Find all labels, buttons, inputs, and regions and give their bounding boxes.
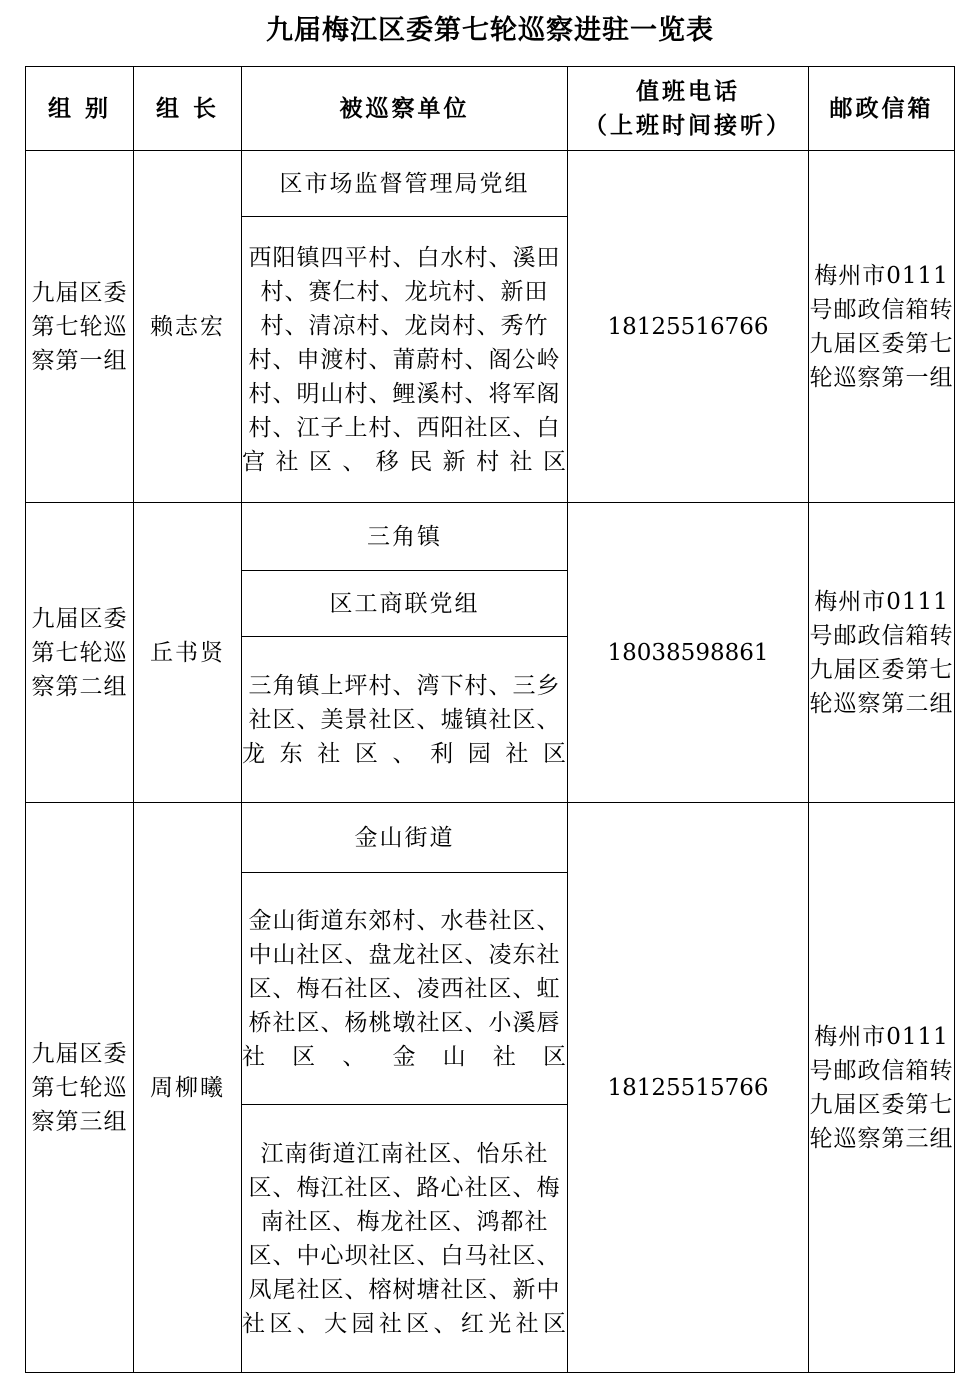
header-group: 组 别 [26,67,134,151]
duty-phone: 18038598861 [568,503,809,803]
header-mailbox: 邮政信箱 [809,67,955,151]
header-leader: 组 长 [134,67,242,151]
table-row [26,803,955,873]
group-leader: 丘书贤 [134,503,242,803]
group-name: 九届区委第七轮巡察第一组 [26,151,134,503]
mailbox: 梅州市0111号邮政信箱转九届区委第七轮巡察第三组 [809,803,955,1373]
group-leader: 周柳曦 [134,803,242,1373]
unit-cell: 江南街道江南社区、怡乐社区、梅江社区、路心社区、梅南社区、梅龙社区、鸿都社区、中心坝社区、白马社区、凤尾社区、榕树塘社区、新中社区、大园社区、红光社区 [242,1105,568,1373]
header-units: 被巡察单位 [242,67,568,151]
header-row [26,67,955,151]
header-phone [568,67,809,151]
duty-phone: 18125515766 [568,803,809,1373]
patrol-table [25,66,955,1373]
unit-cell: 三角镇上坪村、湾下村、三乡社区、美景社区、墟镇社区、龙东社区、利园社区 [242,637,568,803]
mailbox: 梅州市0111号邮政信箱转九届区委第七轮巡察第一组 [809,151,955,503]
unit-cell: 金山街道 [242,803,568,873]
group-name: 九届区委第七轮巡察第二组 [26,503,134,803]
duty-phone: 18125516766 [568,151,809,503]
group-leader: 赖志宏 [134,151,242,503]
mailbox: 梅州市0111号邮政信箱转九届区委第七轮巡察第二组 [809,503,955,803]
unit-cell: 西阳镇四平村、白水村、溪田村、赛仁村、龙坑村、新田村、清凉村、龙岗村、秀竹村、申渡村、莆蔚村、阁公岭村、明山村、鲤溪村、将军阁村、江子上村、西阳社区、白宫社区、移民新村社区 [242,217,568,503]
group-name: 九届区委第七轮巡察第三组 [26,803,134,1373]
unit-cell: 区市场监督管理局党组 [242,151,568,217]
table-row [26,151,955,217]
header-phone-line1: 值班电话 [636,78,740,105]
header-phone-line2: （上班时间接听） [584,112,792,139]
unit-cell: 区工商联党组 [242,571,568,637]
table-row [26,503,955,571]
page-title: 九届梅江区委第七轮巡察进驻一览表 [266,15,714,46]
unit-cell: 三角镇 [242,503,568,571]
unit-cell: 金山街道东郊村、水巷社区、中山社区、盘龙社区、凌东社区、梅石社区、凌西社区、虹桥社区、杨桃墩社区、小溪唇社区、金山社区 [242,873,568,1105]
